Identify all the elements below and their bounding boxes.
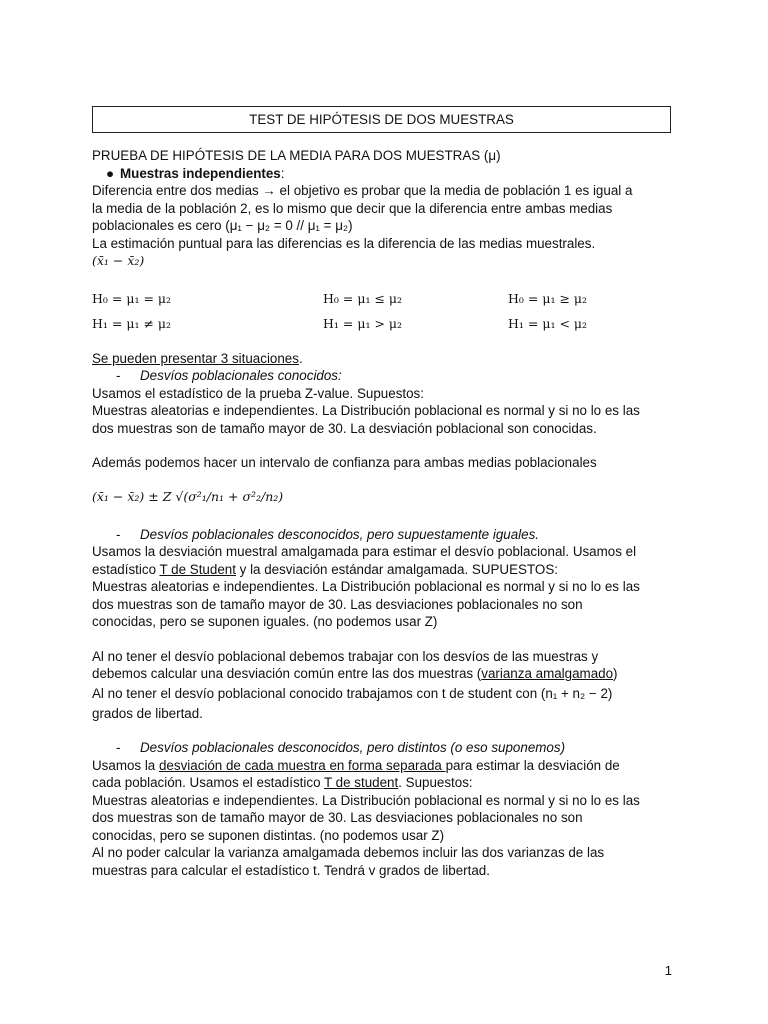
case2-line-1: Usamos la desviación muestral amalgamada para estimar el desvío poblacional. Usamos el	[92, 544, 637, 559]
page-number: 1	[664, 963, 672, 978]
estimation-text: La estimación puntual para las diferencias es la diferencia de las medias muestrales.	[92, 235, 596, 251]
hypothesis-h0-two-tailed: H₀ = μ₁ = μ₂	[92, 290, 172, 306]
bullet-dot-icon: ●	[106, 165, 115, 181]
case2-para-4: grados de libertad.	[92, 705, 203, 721]
case2-line-4: dos muestras son de tamaño mayor de 30. Las desviaciones poblacionales no son	[92, 596, 583, 612]
bullet-item: ● Muestras independientes:	[106, 165, 285, 181]
t-student-link-text: T de Student	[159, 561, 236, 577]
estimation-formula: (x̄₁ − x̄₂)	[92, 253, 145, 268]
interval-formula-text: (x̄₁ − x̄₂) ± Z √(σ²₁/n₁ + σ²₂/n₂)	[92, 488, 284, 504]
intro-line-1: Diferencia entre dos medias → el objetivo es probar que la media de población 1 es igual a	[92, 183, 633, 198]
case2-heading: - Desvíos poblacionales desconocidos, pero supuestamente iguales.	[116, 526, 539, 542]
situations-intro: Se pueden presentar 3 situaciones.	[92, 350, 303, 366]
case3-line-4: dos muestras son de tamaño mayor de 30. Las desviaciones poblacionales no son	[92, 810, 583, 825]
case1-line-2: Muestras aleatorias e independientes. La Distribución poblacional es normal y si no lo es las	[92, 403, 640, 418]
section-heading: PRUEBA DE HIPÓTESIS DE LA MEDIA PARA DOS MUESTRAS (μ)	[92, 148, 501, 163]
intro-line-2: la media de la población 2, es lo mismo que decir que la diferencia entre ambas medias	[92, 200, 613, 216]
case2-line-2: estadístico T de Student y la desviación estándar amalgamada. SUPUESTOS:	[92, 561, 558, 577]
dash-marker: -	[116, 526, 121, 542]
case2-para-3: Al no tener el desvío poblacional conocido trabajamos con t de student con (n₁ + n₂ − 2)	[92, 685, 613, 701]
varianza-amalgamado-text: varianza amalgamado	[481, 666, 614, 681]
case2-para-2: debemos calcular una desviación común entre las dos muestras (varianza amalgamado)	[92, 666, 618, 681]
case1-heading: - Desvíos poblacionales conocidos:	[116, 368, 342, 383]
case1-line-1: Usamos el estadístico de la prueba Z-value. Supuestos:	[92, 385, 424, 401]
hypothesis-h0-right-tailed: H₀ = μ₁ ≤ μ₂	[323, 290, 403, 306]
case1-line-3: dos muestras son de tamaño mayor de 30. La desviación poblacional son conocidas.	[92, 420, 597, 436]
case2-para-1: Al no tener el desvío poblacional debemos trabajar con los desvíos de las muestras y	[92, 648, 599, 664]
case3-heading: - Desvíos poblacionales desconocidos, pero distintos (o eso suponemos)	[116, 740, 566, 755]
case2-line-3: Muestras aleatorias e independientes. La Distribución poblacional es normal y si no lo es las	[92, 579, 640, 594]
case3-line-2: cada población. Usamos el estadístico T de student. Supuestos:	[92, 775, 473, 790]
document-title: TEST DE HIPÓTESIS DE DOS MUESTRAS	[92, 106, 671, 133]
hypothesis-h1-left-tailed: H₁ = μ₁ < μ₂	[508, 315, 588, 331]
case3-line-7: muestras para calcular el estadístico t. Tendrá v grados de libertad.	[92, 862, 490, 878]
case3-line-6: Al no poder calcular la varianza amalgamada debemos incluir las dos varianzas de las	[92, 845, 605, 860]
interval-formula	[92, 474, 677, 520]
hypotheses-grid	[92, 290, 677, 342]
case2-line-5: conocidas, pero se suponen iguales. (no podemos usar Z)	[92, 614, 438, 629]
bullet-label: Muestras independientes	[120, 165, 281, 181]
case3-line-1: Usamos la desviación de cada muestra en forma separada para estimar la desviación de	[92, 757, 620, 773]
hypothesis-h1-right-tailed: H₁ = μ₁ > μ₂	[323, 315, 403, 331]
case3-line-5: conocidas, pero se suponen distintas. (no podemos usar Z)	[92, 827, 445, 843]
dash-marker: -	[116, 740, 121, 755]
case3-line-3: Muestras aleatorias e independientes. La Distribución poblacional es normal y si no lo es las	[92, 792, 640, 808]
dash-marker: -	[116, 368, 121, 383]
interval-text: Además podemos hacer un intervalo de confianza para ambas medias poblacionales	[92, 455, 597, 470]
hypothesis-h0-left-tailed: H₀ = μ₁ ≥ μ₂	[508, 290, 588, 306]
document-body	[92, 147, 677, 879]
separate-deviation-text: desviación de cada muestra en forma separada	[158, 757, 446, 773]
intro-line-3: poblacionales es cero (μ₁ − μ₂ = 0 // μ₁ = μ₂)	[92, 218, 353, 233]
situations-label: Se pueden presentar 3 situaciones	[92, 350, 299, 366]
t-student-text: T de student	[324, 775, 399, 790]
hypothesis-h1-two-tailed: H₁ = μ₁ ≠ μ₂	[92, 315, 172, 331]
